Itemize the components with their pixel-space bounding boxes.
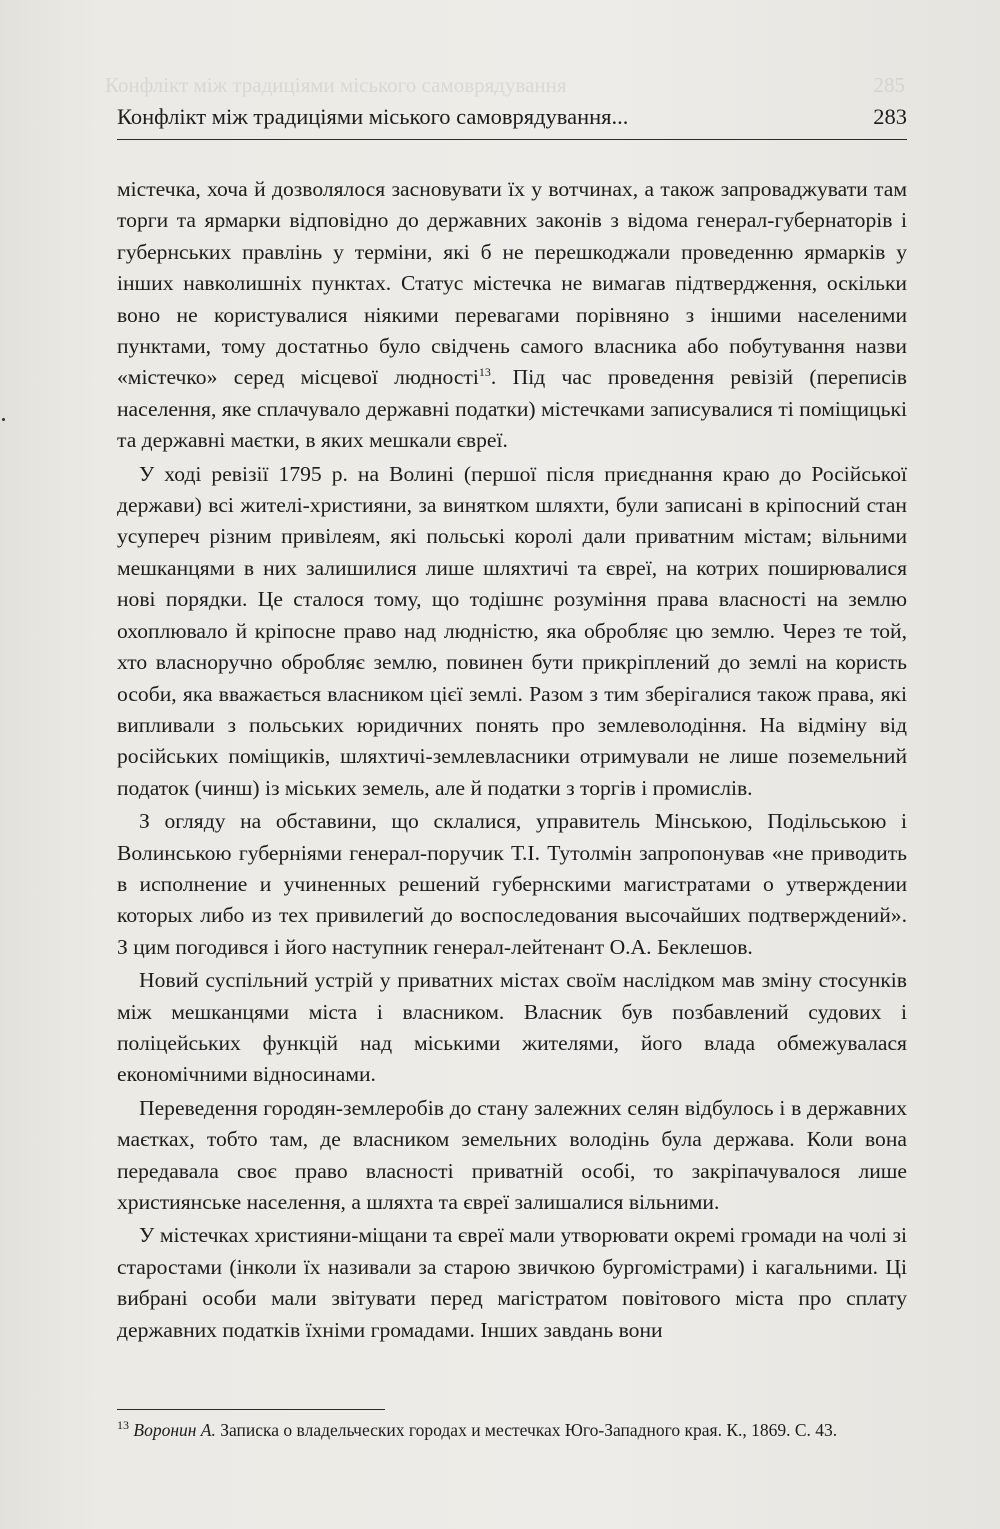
footnote-reference: 13 (478, 365, 491, 380)
footnote-text: Записка о владельческих городах и местечках Юго-Западного края. К., 1869. С. 43. (220, 1420, 838, 1440)
bleed-through-title: Конфлікт між традиціями міського самоврядування (105, 73, 567, 97)
footnote-author: Воронин А. (133, 1420, 216, 1440)
body-text (117, 174, 907, 1346)
paragraph-1: містечка, хоча й дозволялося засновувати їх у вотчинах, а також запроваджувати там торги та ярмарки відповідно до державних законів з відома генерал-губернаторів і губернських правлінь у терміни, які б не перешкоджали проведенню ярмарків у інших навколишніх пунктах. Статус містечка не вимагав підтвердження, оскільки воно не користувалися ніякими перевагами порівняно з іншими населеними пунктами, тому достатньо було свідчень самого власника або побутування назви «містечко» серед місцевої людності$^{13}$. Під час проведення ревізій (переписів населення, яке сплачувало державні податки) містечками записувалися ті поміщицькі та державні маєтки, в яких мешкали євреї. (117, 177, 908, 453)
paragraph-5: Переведення городян-землеробів до стану залежних селян відбулось і в державних маєтках, тобто там, де власником земельних володінь була держава. Коли вона передавала своє право власності приватній особі, то закріпачувалося лише християнське населення, а шляхта та євреї залишалися вільними. (117, 1095, 907, 1214)
footnote (117, 1418, 907, 1443)
footnote-number: 13 (117, 1418, 129, 1433)
paragraph-4: Новий суспільний устрій у приватних містах своїм наслідком мав зміну стосунків між мешканцями міста і власником. Власник був позбавлений судових і поліцейських функцій над міськими жителями, його влада обмежувалася економічними відносинами. (117, 968, 907, 1087)
paragraph-2: У ході ревізії 1795 р. на Волині (першої після приєднання краю до Російської держави) всі жителі-християни, за винятком шляхти, були записані в кріпосний стан усупереч різним привілеям, які польські королі дали приватним містам; вільними мешканцями в них залишилися лише шляхтичі та євреї, на котрих поширювалися нові порядки. Це сталося тому, що тодішнє розуміння права власності на землю охоплювало й кріпосне право над людністю, яка обробляє цю землю. Через те той, хто власноручно обробляє землю, повинен бути прикріплений до землі на користь особи, яка вважається власником цієї землі. Разом з тим зберігалися також права, які випливали з польських юридичних понять про землеволодіння. На відміну від російських поміщиків, шляхтичі-землевласники отримували не лише поземельний податок (чинш) із міських земель, але й податки з торгів і промислів. (117, 461, 907, 800)
scan-speck (2, 418, 5, 421)
running-header (117, 104, 907, 140)
paragraph-6: У містечках християни-міщани та євреї мали утворювати окремі громади на чолі зі старостами (інколи їх називали за старою звичкою бургомістрами) і кагальними. Ці вибрані особи мали звітувати перед магістратом повітового міста про сплату державних податків їхніми громадами. Інших завдань вони (117, 1223, 907, 1342)
paragraph-3: З огляду на обставини, що склалися, управитель Мінською, Подільською і Волинською губерніями генерал-поручик Т.І. Тутолмін запропонував «не приводить в исполнение и учиненных решений губернскими магистратами о утверждении которых либо из тех привилегий до воспоследования высочайших подтверждений». З цим погодився і його наступник генерал-лейтенант О.А. Беклешов. (117, 809, 907, 959)
footnote-divider (117, 1409, 385, 1410)
bleed-through-header (105, 73, 905, 98)
bleed-through-page-number: 285 (873, 73, 905, 97)
page-number: 283 (873, 104, 907, 129)
running-title: Конфлікт між традиціями міського самоврядування... (117, 104, 629, 129)
